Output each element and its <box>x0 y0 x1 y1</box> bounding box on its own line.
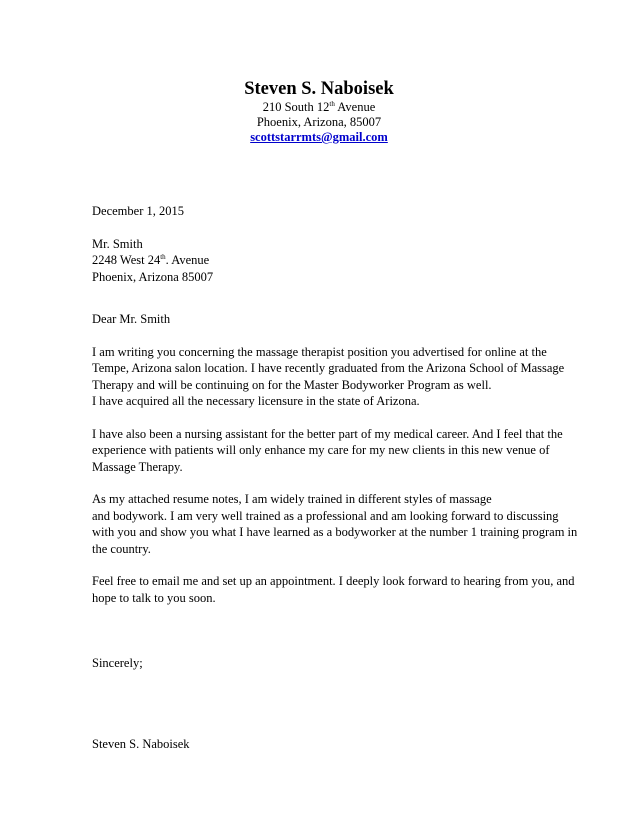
paragraph-2 <box>92 426 563 475</box>
paragraph-line: As my attached resume notes, I am widely trained in different styles of massage <box>92 492 492 507</box>
closing: Sincerely; <box>92 656 143 671</box>
paragraph-3 <box>92 491 578 557</box>
sender-street-number: 210 South 12 <box>262 100 330 114</box>
paragraph-line: and bodywork. I am very well trained as a professional and am looking forward to discussing <box>92 508 559 523</box>
paragraph-line: the country. <box>92 541 151 556</box>
recipient-street <box>92 252 560 268</box>
paragraph-line: Feel free to email me and set up an appointment. I deeply look forward to hearing from you, and <box>92 574 575 589</box>
recipient-street-number: 2248 West 24 <box>92 253 161 268</box>
paragraph-line: with you and show you what I have learned as a bodyworker at the number 1 training program in <box>92 525 578 540</box>
paragraph-line: I am writing you concerning the massage therapist position you advertised for online at the <box>92 344 547 359</box>
salutation: Dear Mr. Smith <box>92 312 171 327</box>
sender-street-suffix: th <box>329 100 335 108</box>
paragraph-1 <box>92 344 565 410</box>
recipient-name: Mr. Smith <box>92 236 143 251</box>
paragraph-line: Massage Therapy. <box>92 459 183 474</box>
paragraph-line: Tempe, Arizona salon location. I have recently graduated from the Arizona School of Massage <box>92 361 565 376</box>
sender-email-link[interactable]: scottstarrmts@gmail.com <box>250 130 388 144</box>
sender-city: Phoenix, Arizona, 85007 <box>256 115 382 129</box>
paragraph-line: I have also been a nursing assistant for the better part of my medical career. And I feel that the <box>92 426 563 441</box>
letter-body <box>92 203 578 752</box>
paragraph-line: I have acquired all the necessary licensure in the state of Arizona. <box>92 394 420 409</box>
recipient-street-name: . Avenue <box>165 253 210 268</box>
recipient-street-suffix: th <box>160 253 166 262</box>
sender-name: Steven S. Naboisek <box>244 79 394 99</box>
paragraph-line: Therapy and will be continuing on for the Master Bodyworker Program as well. <box>92 377 492 392</box>
signature-name: Steven S. Naboisek <box>92 736 190 751</box>
recipient-city: Phoenix, Arizona 85007 <box>92 269 214 284</box>
letterhead <box>0 78 638 145</box>
sender-street <box>0 100 638 115</box>
paragraph-line: experience with patients will only enhance my care for my new clients in this new venue of <box>92 443 550 458</box>
letter-date: December 1, 2015 <box>92 204 184 218</box>
sender-street-name: Avenue <box>334 100 376 114</box>
paragraph-4 <box>92 573 575 606</box>
paragraph-line: hope to talk to you soon. <box>92 590 216 605</box>
